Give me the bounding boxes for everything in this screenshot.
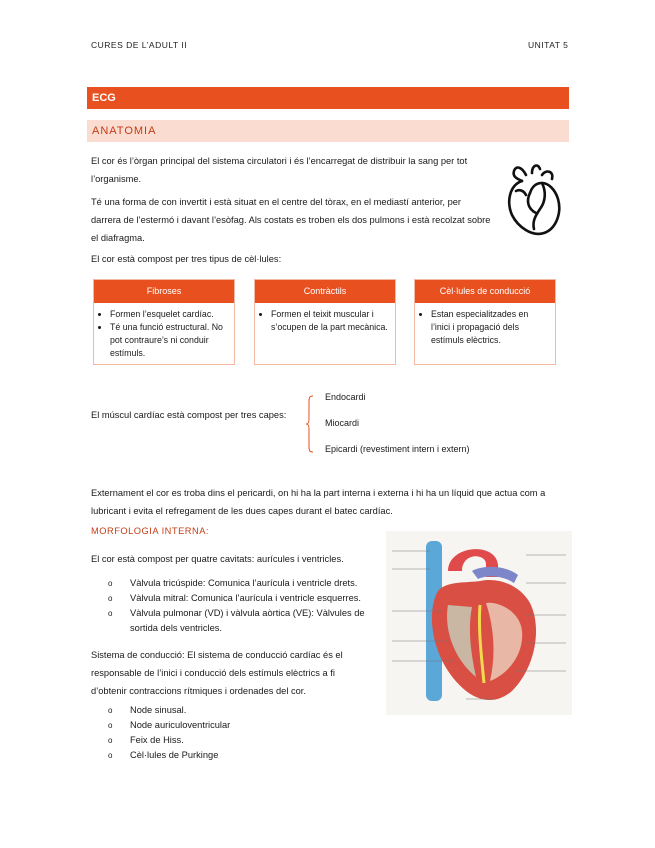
list-item: o Cèl·lules de Purkinge (108, 748, 368, 763)
cell-type-title: Fibroses (94, 280, 234, 303)
section-bar-anatomia: ANATOMIA (87, 120, 569, 142)
bullet-marker: o (108, 721, 113, 730)
list-item: o Vàlvula pulmonar (VD) i vàlvula aòrtica (VE): Vàlvules de sortida dels ventricles. (108, 608, 365, 633)
layer-miocardi: Miocardi (325, 418, 360, 428)
bullet-marker: o (108, 594, 113, 603)
cell-type-card-conduccio (414, 279, 556, 365)
list-item: o Node auriculoventricular (108, 718, 368, 733)
cell-type-title: Contràctils (255, 280, 395, 303)
subheading-morfologia: MORFOLOGIA INTERNA: (91, 526, 209, 536)
paragraph-intro: El cor és l’òrgan principal del sistema circulatori i és l’encarregat de distribuir la sang per tot l’organisme. (91, 156, 468, 184)
running-header-left: CURES DE L’ADULT II (91, 40, 188, 50)
heart-anatomy-illustration (386, 531, 572, 715)
paragraph-cell-types: El cor està compost per tres tipus de cèl·lules: (91, 254, 282, 264)
paragraph-shape: Té una forma de con invertit i està situat en el centre del tòrax, en el mediastí anterior, per darrera de l’estermó i davant l’esòfag. Als costats es troben els dos pulmons i està recolzat sobre el diafragma. (91, 197, 491, 243)
cell-type-card-fibroses (93, 279, 235, 365)
conduction-list (108, 703, 368, 763)
cell-type-item: • Té una funció estructural. No pot contraure’s ni conduir estímuls. (110, 321, 228, 360)
bracket-brace (306, 395, 314, 453)
layer-endocardi: Endocardi (325, 392, 366, 402)
bullet-marker: o (108, 579, 113, 588)
cell-type-item: • Formen l’esquelet cardíac. (110, 308, 228, 321)
paragraph-conduction: Sistema de conducció: El sistema de conducció cardíac és el responsable de l’inici i conducció dels estímuls elèctrics a fi d’obtenir contraccions rítmiques i ordenades del cor. (91, 650, 343, 696)
bullet-marker: o (108, 609, 113, 618)
list-item: o Node sinusal. (108, 703, 368, 718)
layer-epicardi: Epicardi (revestiment intern i extern) (325, 444, 470, 454)
running-header-right: UNITAT 5 (528, 40, 569, 50)
section-bar-ecg: ECG (87, 87, 569, 109)
cell-type-title: Cèl·lules de conducció (415, 280, 555, 303)
bullet-marker: o (108, 751, 113, 760)
cell-type-item: • Formen el teixit muscular i s’ocupen de la part mecànica. (271, 308, 389, 334)
list-item: o Vàlvula tricúspide: Comunica l’aurícula i ventricle drets. (108, 576, 378, 591)
bullet-marker: o (108, 706, 113, 715)
valves-list (108, 576, 378, 636)
heart-outline-icon (502, 161, 564, 239)
bullet-marker: o (108, 736, 113, 745)
paragraph-cavities: El cor està compost per quatre cavitats: aurícules i ventricles. (91, 554, 344, 564)
list-item: o Feix de Hiss. (108, 733, 368, 748)
list-item: o Vàlvula mitral: Comunica l’aurícula i ventricle esquerres. (108, 591, 378, 606)
cell-type-item: • Estan especialitzades en l’inici i propagació dels estímuls elèctrics. (431, 308, 549, 347)
paragraph-layers: El múscul cardíac està compost per tres capes: (91, 410, 287, 420)
cell-type-card-contractils (254, 279, 396, 365)
paragraph-pericardi: Externament el cor es troba dins el pericardi, on hi ha la part interna i externa i hi ha un líquid que actua com a lubricant i evita el refregament de les dues capes durant el batec cardíac. (91, 488, 546, 516)
